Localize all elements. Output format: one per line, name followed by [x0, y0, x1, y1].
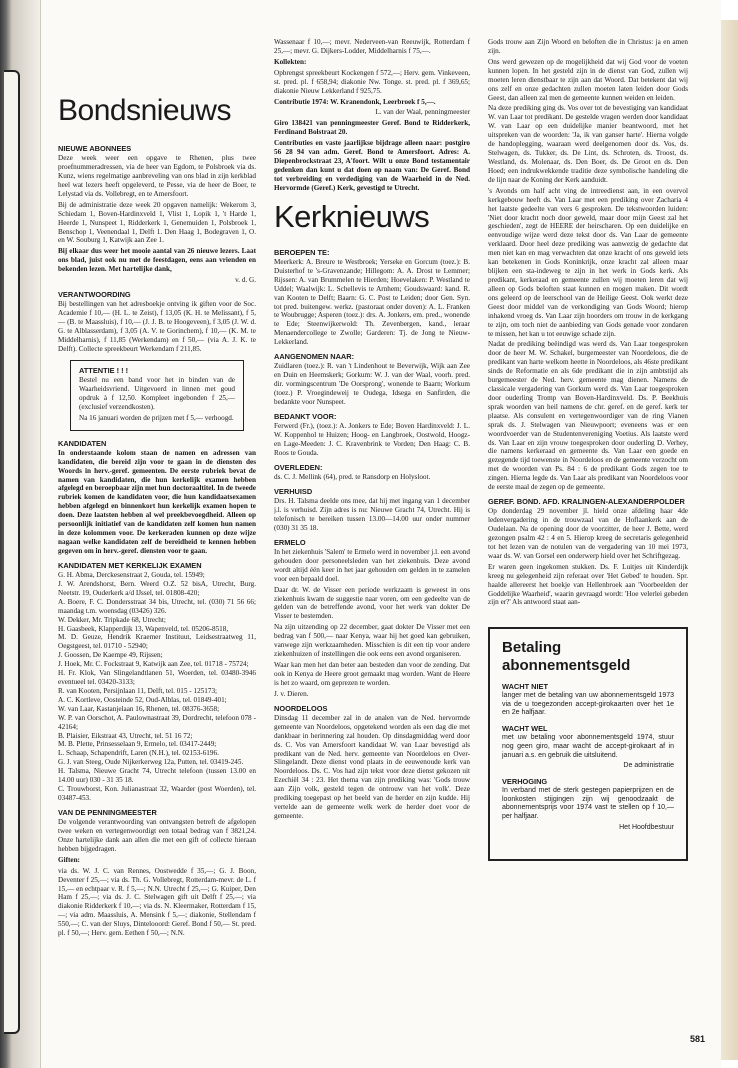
ermelo-text-4: Waar kan men het dan beter aan besteden dan voor de zending. Dat ook in Kenya de Heere groot gemaakt mag worden. Want de Heere is het zo waard, om geprezen te worden. — [274, 660, 470, 687]
hoofdbestuur-signature: Het Hoofdbestuur — [619, 823, 674, 831]
kralingen-text-2: Er waren geen ingekomen stukken. Ds. F. Luitjes uit Kinderdijk kreeg nu gelegenheid zijn referaat over 'Het Gebed' te houden. Spr. haalde allereerst het boekje van Hellenbroek aan 'Voorbeelden der Goddelijke Waarheid', waarin gevraagd wordt: 'Hoe velerlei gebeden zijn er?' Als antwoord staat aan- — [488, 562, 688, 607]
noordeloos-text: Dinsdag 11 december zal in de analen van de Ned. hervormde gemeente van Noordeloos, opgetekend worden als een dag die met dankbaar in herinnering zal houden. Op dinsdagmiddag werd door ds. C. Vos van Amersfoort kandidaat W. van Laar bevestigd als predikant van de Ned. herv. gemeente van Noordeloos en Over-Slingelandt. Deze dienst vond plaats in de eeuwenoude kerk van Noordeloos. Ds. C. Vos had zijn tekst voor deze dienst gekozen uit Ezechiël 34 : 23. Het thema van zijn prediking was: 'Gods trouw aan Zijn volk, gesteld tegen de ontrouw van het volk'. Deze prediking toegepast op het beeld van de herder en zijn kudde. Hij vertelde aan de gemeente welk werk de herder doet voor de gemeente. — [274, 713, 470, 820]
list-item: H. Gaasbeek, Klapperdijk 13, Wapenveld, tel. 05206-8518, — [58, 624, 229, 633]
right-text-4: 's Avonds om half acht ving de intreedienst aan, in een overvol kerkgebouw heeft ds. Van Laar met een prediking over Zacharia 4 het laatste gedeelte van vers 6 gesproken. De tekstwoorden luiden: 'Niet door kracht noch door geweld, maar door mijn Geest zal het geschieden', zegt de HEERE der heirscharen. Op een duidelijke en eenvoudige wijze werd deze tekst door ds. Van Laar de gemeente verklaard. Door heel deze prediking was aanwezig de gedachte dat men niet kan en mag verwachten dat onze kracht of ons geweld iets kan betekenen in Gods Koninkrijk, onze kracht zal alleen maar blijken een sta-indeweg te zijn in het werk in Gods kerk. Als predikant, kerkeraad en gemeente zullen wij moeten leren dat wij alleen op Gods beloften staat kunnen en mogen maken. Dit wordt ons geleerd op de leerschool van de Heilige Geest. Ook werkt deze Geest door middel van de verkondiging van Gods Woord; hierop inhakend vroeg ds. Van Laar zijn hoorders om trouw in de kerkgang te zijn, om toch niet de aanbieding van Gods genade voor zondaren te missen, het kan u tot eeuwige schade zijn. — [488, 186, 688, 338]
list-item: L. Schaap, Schapendrift, Laren (N.H.), tel. 02153-6196. — [58, 749, 219, 758]
kollekten-text: Opbrengst spreekbeurt Kockengen f 572,—; Herv. gem. Vinkeveen, st. pred. pl. f 658,94; diakonie Nw. Tonge. st. pred. pl. f 369,65; diakonie Nieuw Lekkerland f 925,75. — [274, 68, 470, 95]
ermelo-text: In het ziekenhuis 'Salem' te Ermelo werd in november j.l. een avond gehouden door personeelsleden van het ziekenhuis. Deze avond wordt altijd één keer in het jaar gehouden om gelden in te zamelen voor een bepaald doel. — [274, 547, 470, 583]
list-item: H. Talsma, Nieuwe Gracht 74, Utrecht telefoon (tussen 13.00 en 14.00 uur) 030 - 31 35 18. — [58, 767, 256, 785]
overleden-text: ds. C. J. Mellink (64), pred. te Ransdorp en Holysloot. — [274, 472, 431, 481]
noordeloos-heading: NOORDELOOS — [274, 703, 328, 713]
list-item: W. van Laar, Kastanjelaan 16, Rhenen, tel. 08376-3658; — [58, 704, 220, 713]
list-item: G. H. Abma, Derckesenstraat 2, Gouda, tel. 15949; — [58, 570, 205, 579]
nieuwe-abonnees-text-3: Bij elkaar dus weer het mooie aantal van 26 nieuwe lezers. Laat ons blad, juist ook nu met de feestdagen, eens aan vrienden en bekenden lezen. Met hartelijke dank, — [58, 247, 256, 274]
list-item: R. van Kooten, Persijnlaan 11, Delft, tel. 015 - 125173; — [58, 686, 218, 695]
verhoging-text: In verband met de sterk gestegen papierprijzen en de loonkosten stijgingen zijn wij genoodzaakt de abonnementsprijs voor 1974 vast te stellen op f 10,— per halfjaar. — [502, 787, 674, 821]
list-item: M. D. Geuze, Hendrik Kraemer Instituut, Leidsestraatweg 11, Oegstgeest, tel. 01710 - 52940; — [58, 633, 256, 651]
beroepen-text: Meerkerk: A. Breure te Westbroek; Yerseke en Gorcum (toez.): B. Duisterhof te 's-Gravenzande; Hillegom: A. A. Drost te Lemmer; Rijssen: A. van Brummelen te Hierden; Hoevelaken: P. Westland te Uddel; Waalwijk: L. Schellevis te Arnhem; Goudswaard: kand. R. van Kooten te Delft; Baarn: G. C. Post te Leiden; door Gen. Syn. tot pred. buitengew. werkz. (pastoraat onder doven): A. L. Franken te Woubrugge; Asperen (toez.): drs. A. Jonkers, em. pred., wonende te Ede; Steenwijkerwold: Th. Zevenbergen, kand., leraar Menaendercollege te Zwolle; Garderen: Tj. de Jong te Nieuw-Lekkerland. — [274, 257, 470, 347]
bondsnieuws-title: Bondsnieuws — [58, 94, 231, 127]
list-item: B. Plaisier, Eikstraat 43, Utrecht, tel. 51 16 72; — [58, 731, 193, 740]
middle-top-text: Wassenaar f 10,—; mevr. Nederveen-van Reeuwijk, Rotterdam f 25,—; mevr. G. Dijkers-Lodder, Middelharnis f 75,—. — [274, 38, 470, 55]
aangenomen-heading: AANGENOMEN NAAR: — [274, 352, 355, 362]
ermelo-heading: ERMELO — [274, 537, 306, 547]
page-edge-right — [720, 20, 738, 1060]
list-item: C. Trouwborst, Kon. Julianastraat 32, Waarder (post Woerden), tel. 03487-453. — [58, 785, 256, 803]
penningmeester-text: De volgende verantwoording van ontvangsten betreft de afgelopen twee weken en vertegenwoordigt een totaal bedrag van f 3821,24. Onze hartelijke dank aan allen die met een gift of collecte hieraan hebben bijgedragen. — [58, 818, 256, 853]
wacht-niet-heading: WACHT NIET — [502, 681, 548, 691]
kralingen-text: Op donderdag 29 november jl. hield onze afdeling haar 4de ledenvergadering in de trouwzaal van de Hoflaankerk aan de Oudelaan. Na de opening door de voorzitter, de heer J. Bette, werd gezongen psalm 42 : 4 en 5. Hierop kreeg de secretaris gelegenheid tot het lezen van de notulen van de vergadering van 10 mei 1973, waar ds. W. van Gorsel een onderwerp hield over het Schriftgezag. — [488, 507, 688, 560]
nieuwe-abonnees-text-2: Bij de administratie deze week 20 opgaven namelijk: Wekerom 3, Schiedam 1, Boven-Hardinxveld 1, Vlist 1, Lopik 1, 't Harde 1, Heerde 1, Nunspeet 1, Ridderkerk 1, Genemuiden 1, Polsbroek 1, Benschop 1, Veenendaal 1, Delft 1. Den Haag 1, Bodegraven 1, O. en W. Souburg 1, Katwijk aan Zee 1. — [58, 200, 256, 245]
list-item: J. Goossen, De Kaempe 49, Rijssen; — [58, 651, 163, 660]
betaling-title: Betaling abonnementsgeld — [502, 639, 631, 674]
right-text-3: Na deze prediking ging ds. Vos over tot de bevestiging van kandidaat W. van Laar tot predikant. De gestelde vragen werden door kandidaat W. van Laar op een duidelijke manier beantwoord, met het uitspreken van de woorden: 'Ja, ik van ganser harte'. Hierna volgde de handoplegging, waaraan werd deelgenomen door ds. Vos, ds. Stelwagen, ds. Tukker, ds. De Lint, ds. Schroten, ds. Troost, ds. Westland, ds. Molenaar, ds. Den Boer, ds. De Groot en ds. Den Hoed; een indrukwekkende traditie deze symbolische handeling die de lijn naar de Koning der Kerk aanduidt. — [488, 104, 688, 184]
kandidaten-heading: KANDIDATEN — [58, 438, 107, 448]
kollekten-label: Kollekten: — [274, 57, 307, 66]
kerknieuws-title: Kerknieuws — [274, 198, 430, 234]
aangenomen-text: Zuidlaren (toez.): R. van 't Lindenhout te Beverwijk, Wijk aan Zee en Duin en Heemskerk; Gorkum: W. J. van der Waal, voorh. pred. dir. vormingscentrum 'De Oorsprong', wonende te Baarn; Workum (toez.) P. Vroegindeweij te Oudega, Idsega en Sanfirden, die bedankte voor Nunspeet. — [274, 362, 470, 406]
penningmeester-heading: VAN DE PENNINGMEESTER — [58, 807, 157, 817]
attentie-text-2: Na 16 januari worden de prijzen met f 5,— verhoogd. — [79, 413, 234, 422]
beroepen-heading: BEROEPEN TE: — [274, 247, 330, 257]
list-item: A. Boere, F. C. Dondersstraat 34 bis, Utrecht, tel. (030) 71 56 66; maandag t.m. woensdag (03426) 326. — [58, 597, 256, 615]
list-item: A. C. Kortleve, Oosteinde 52, Oud-Alblas, tel. 01849-401; — [58, 695, 227, 704]
bedankt-text: Ferwerd (Fr.), (toez.): A. Jonkers te Ede; Boven Hardinxveld: J. L. W. Koppenhol te Huizen; Hoog- en Langbroek, Oostwold, Hoogz- en Lage-Meeden: J. C. Kravenbrink te Vorden; Den Haag: C. B. Roos te Gouda. — [274, 422, 470, 457]
binding-bar — [4, 70, 20, 1034]
list-item: W. P. van Oorschot, A. Paulownastraat 39, Dordrecht, telefoon 078 - 42164; — [58, 713, 256, 731]
giro-text-2: Contributies en vaste jaarlijkse bijdrage alleen naar: postgiro 56 28 94 van adm. Geref. Bond te Amersfoort. Adres: A. Diepenbrockstraat 23, A'foort. Wilt u onze Bond testamentair gedenken dan kunt u dat doen op naam van: De Geref. Bond tot verbreiding en verdediging van de Waarheid in de Ned. Hervormde (Geref.) Kerk, gevestigd te Utrecht. — [274, 139, 470, 192]
nieuwe-abonnees-text: Deze week weer een opgave te Rhenen, plus twee proefnummeradressen, via de heer van Egdom, te Polsbroek via ds. Kunz, wiens regelmatige aanbreveling van ons blad in zijn kerkblad heel wat lezers heeft opgeleverd, te Pesse, via de heer de Boer, te Lelystad via ds. Vollebregt, en te Amersfoort. — [58, 154, 256, 198]
scan-binding-edge — [0, 0, 40, 1068]
ermelo-signature: J. v. Dieren. — [274, 689, 309, 698]
penningmeester-signature: L. van der Waal, penningmeester — [375, 108, 470, 117]
list-item: M. B. Plette, Prinsesselaan 9, Ermelo, tel. 03417-2449; — [58, 740, 217, 749]
verantwoording-text: Bij bestellingen van het adresboekje ontving ik giften voor de Soc. Academie f 10,— (H. L. te Zeist), f 13,05 (K. H. te Melissant), f 5,— (B. te Maassluis), f 10,— (J. J. B. te Hoogeveen), f 3,05 (J. W. d. G. te Alblasserdam), f 3,05 (A. V. te Gorinchem), f 10,— (K. M. te Middelharnis), f 11,85 (Werkendam) en f 50,— (via A. J. K. te Delft). Collecte spreekbeurt Werkendam f 211,85. — [58, 300, 256, 353]
verhuisd-heading: VERHUISD — [274, 486, 313, 496]
ermelo-text-2: Daar dr. W. de Visser een periode werkzaam is geweest in ons ziekenhuis kwam de suggestie naar voren, om een gedeelte van de gelden van de betreffende avond, voor het werk van dokter De Visser te bestemden. — [274, 585, 470, 621]
attentie-heading: ATTENTIE ! ! ! — [79, 365, 129, 375]
giften-label: Giften: — [58, 855, 80, 864]
column-left — [58, 38, 256, 1038]
wacht-niet-text: langer met de betaling van uw abonnementsgeld 1973 via de u toegezonden accept-girokaarten over het 1e en 2e halfjaar. — [502, 692, 674, 717]
verhoging-heading: VERHOGING — [502, 776, 548, 786]
right-text-2: Ons werd gewezen op de mogelijkheid dat wij God voor de voeten kunnen lopen. In het gesteld zijn in de dienst van God, zullen wij moeten leren dienstbaar te zijn aan dat Woord. Dat betekent dat wij ons zelf en onze gedachten zullen moeten laten leiden door Gods Geest, dan alleen zal men de gemeente kunnen weiden en leiden. — [488, 57, 688, 102]
kandidaten-text: In onderstaande kolom staan de namen en adressen van kandidaten, die bereid zijn voor te gaan in de diensten des Woords in herv.-geref. gemeenten. De eerste rubriek bevat de namen van kandidaten, die hun kerkelijk examen hebben afgelegd en beroepbaar zijn met hun doctoraaltitel. In de tweede rubriek komen de kandidaten voor, die hun kandidaatsexamen hebben afgelegd en binnenkort hun kerkelijk examen hopen te doen. Deze laatsten hebben al wel preekbevoegdheid. Alleen op persoonlijk initiatief van de kandidaten zelf komen hun namen in deze kolommen voor. De kerkeraden kunnen op deze wijze nagaan welke kandidaten zelf de bereidheid te kennen hebben gegeven om in herv.-geref. diensten voor te gaan. — [58, 448, 256, 555]
kerkelijk-examen-heading: KANDIDATEN MET KERKELIJK EXAMEN — [58, 560, 202, 570]
kandidaten-list — [58, 571, 256, 803]
betaling-box — [488, 627, 688, 861]
attentie-box — [70, 360, 244, 431]
wacht-wel-text: met uw betaling voor abonnementsgeld 1974, stuur nog geen giro, maar wacht de accept-girokaart af in januari a.s. en gebruik die uitsluitend. — [502, 734, 674, 759]
list-item: W. Dekker, Mr. Tripkade 68, Utrecht; — [58, 615, 166, 624]
column-right — [488, 38, 688, 1038]
attentie-text: Bestel nu een band voor het in binden van de Waarheidsvriend. Uitgevoerd in linnen met goud opdruk à f 12,50. Kompleet ingebonden f 25,— (exclusief verzendkosten). — [79, 375, 235, 411]
giften-text: via ds. W. J. C. van Rennes, Oostwedde f 35,—; G. J. Boon, Deventer f 25,—; via ds. Th. G. Vollebregt, Rotterdam-mevr. de L. f 15,— en echtpaar v. R. f 5,—; N.N. Utrecht f 25,—; G. Kuiper, Den Ham f 25,—; via ds. J. C. Stelwagen gift uit Delft f 25,—; via diakonie Ridderkerk f 10,—; via ds. N. Kleermaker, Rotterdam f 15,—; via adm. Maassluis, A. Mensink f 5,—; diakonie, Stellendam f 550,—; C. van der Sluys, Dintelooord: Geref. Bond f 50,— St. pred. pl. f 50,—; Herv. gem. Eethen f 50,—; N.N. — [58, 866, 256, 938]
list-item: H. Fr. Klok, Van Slingelandtlanen 51, Woerden, tel. 03480-3946 eventueel tel. 03420-3133; — [58, 669, 256, 687]
contributie-text: Contributie 1974: W. Kranendonk, Leerbroek f 5,—. — [274, 97, 436, 106]
column-middle — [274, 38, 470, 1038]
nieuwe-abonnees-signature: v. d. G. — [235, 276, 256, 285]
verhuisd-text: Drs. H. Talsma deelde ons mee, dat hij met ingang van 1 december j.l. is verhuisd. Zijn adres is nu: Nieuwe Gracht 74, Utrecht. Hij is telefonisch te bereiken tussen 13.00—14.00 uur onder nummer (030) 31 35 18. — [274, 497, 470, 532]
list-item: G. J. van Steeg, Oude Nijkerkerweg 12a, Putten, tel. 03419-245. — [58, 758, 244, 767]
page-number: 581 — [690, 1034, 706, 1044]
ermelo-text-3: Na zijn uitzending op 22 december, gaat dokter De Visser met een bedrag van f 500,— naar Kenya, waar hij het goed kan gebruiken, vanwege zijn werkzaamheden. Misschien is dit een tip voor andere ziekenhuizen of instellingen die ook eens een avond organiseren. — [274, 623, 470, 659]
wacht-wel-heading: WACHT WEL — [502, 724, 548, 734]
overleden-heading: OVERLEDEN: — [274, 462, 323, 472]
list-item: J. Hoek, Mr. C. Fockstraat 9, Katwijk aan Zee, tel. 01718 - 75724; — [58, 660, 249, 669]
verantwoording-heading: VERANTWOORDING — [58, 290, 131, 300]
right-text-5: Nadat de prediking beëindigd was werd ds. Van Laar toegesproken door de heer M. W. Schakel, burgemeester van Noordeloos, die de predikant van harte welkom heette in Noordeloos, als 46ste predikant sinds de Reformatie en als 6de predikant die in zijn ambtstijd als burgemeester de Ned. herv. gemeente mag dienen. Namens de classicale vergadering van Gorkum werd ds. Van Laar toegesproken door ouderling Tromp van Boven-Hardinxveld. Ds. P. Beekhuis sprak woorden van heil namens de chr. geref. en de geref. kerk ter plaatse. Als consulent en vertegenwoordiger van de ring Vianen sprak ds. J. Stelwagen van Nieuwpoort; eveneens was er een woordvoerder van de Studentenvereniging Voetius. Als laatste werd ds. Van Laar en zijn vrouw toegesproken door ouderling D. Verhey, die namens kerkeraad en gemeente ds. Van Laar een goede en gezegende tijd toewenste in Noordeloos en de gemeente verzocht om met de woorden van Ps. 84 : 6 de predikant Gods zegen toe te zingen. Hierna legde ds. Van Laar als predikant van Noordeloos voor de eerste maal de zegen op de gemeente. — [488, 340, 688, 492]
nieuwe-abonnees-heading: NIEUWE ABONNEES — [58, 144, 132, 153]
bedankt-heading: BEDANKT VOOR: — [274, 411, 337, 421]
right-text-1: Gods trouw aan Zijn Woord en beloften die in Christus: ja en amen zijn. — [488, 38, 688, 55]
list-item: J. W. Arendshorst, Bern. Weerd O.Z. 52 bisA, Utrecht, Burg. Neetstr. 19, Ouderkerk a/d IJssel, tel. 01808-420; — [58, 579, 256, 597]
giro-text: Giro 138421 van penningmeester Geref. Bond te Ridderkerk, Ferdinand Bolstraat 20. — [274, 119, 470, 137]
kralingen-heading: GEREF. BOND. AFD. KRALINGEN-ALEXANDERPOLDER — [488, 497, 685, 507]
administratie-signature: De administratie — [623, 762, 674, 770]
